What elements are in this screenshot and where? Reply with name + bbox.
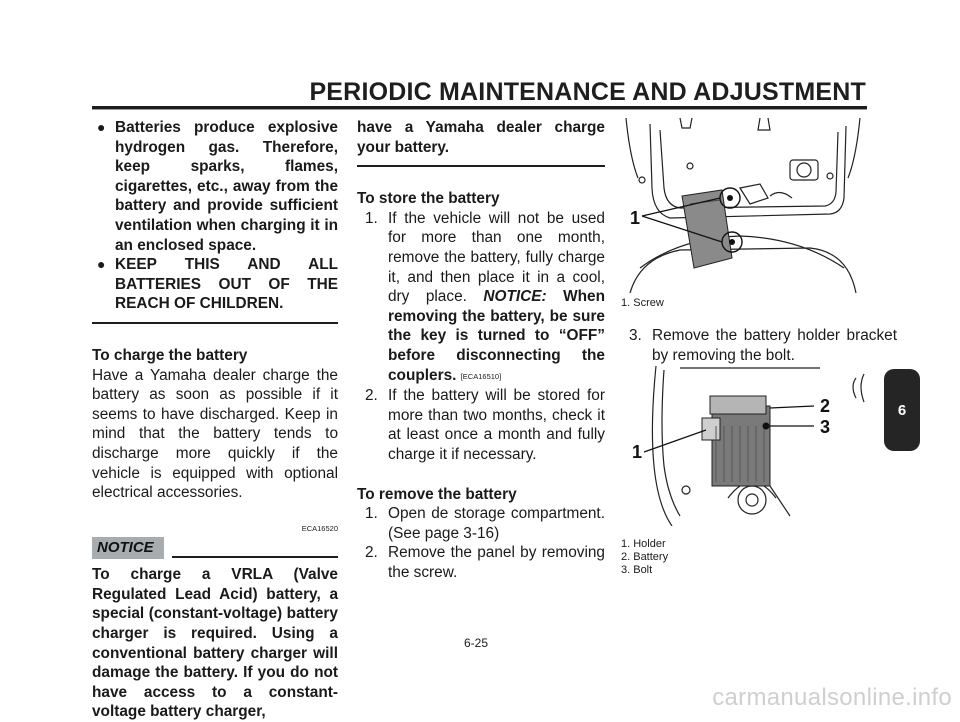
store-step: 1. If the vehicle will not be used for more than one month, remove the battery, fully charge it, and then place it in a cool, dry place. NOTICE: When removing the battery, be sure the key is turned to “OFF” before disconnecting the couplers. [ECA16510] [365, 209, 605, 384]
bullet-icon: ● [97, 256, 106, 273]
figure2-callout-1: 1 [632, 442, 643, 462]
remove-heading: To remove the battery [357, 485, 517, 503]
chapter-tab[interactable]: 6 [884, 369, 920, 451]
figure1-caption: 1. Screw [621, 297, 664, 309]
store-step: 2. If the battery will be stored for more than two months, check it at least once a month and fully charge it if necessary. [365, 387, 605, 463]
figure-screw-illustration [620, 118, 866, 293]
section-divider [92, 322, 338, 324]
figure-holder-illustration [620, 366, 866, 526]
warning-item: ● Batteries produce explosive hydrogen gas. Therefore, keep sparks, flames, cigarettes, etc., away from the battery and provide sufficient ventilation when charging it in an enclosed space. [97, 119, 338, 254]
figure2-callout-2: 2 [820, 396, 831, 416]
notice-rule [172, 556, 338, 558]
column-1 [92, 118, 338, 722]
remove-step: 3. Remove the battery holder bracket by removing the bolt. [629, 327, 897, 364]
notice-badge: NOTICE [92, 537, 164, 559]
notice-text: To charge a VRLA (Valve Regulated Lead Acid) battery, a special (constant-voltage) battery charger is required. Using a conventional battery charger will damage the battery. If you do not have access to a constant-voltage battery charger, [92, 566, 338, 721]
remove-step: 2. Remove the panel by removing the screw. [365, 544, 605, 581]
page-number: 6-25 [464, 636, 489, 650]
bullet-icon: ● [97, 119, 106, 135]
inline-notice-text: When removing the battery, be sure the key is turned to “OFF” before disconnecting the couplers. [388, 288, 605, 384]
section-divider [357, 165, 605, 167]
header-rule [92, 106, 867, 110]
charge-heading: To charge the battery [92, 346, 248, 364]
watermark: carmanualsonline.info [712, 684, 952, 711]
charge-code: ECA16520 [301, 523, 338, 533]
figure2-captions: 1. Holder 2. Battery 3. Bolt [621, 538, 669, 576]
store-heading: To store the battery [357, 190, 500, 208]
page-title: PERIODIC MAINTENANCE AND ADJUSTMENT [309, 78, 866, 106]
notice-header [92, 537, 338, 559]
inline-code: [ECA16510] [460, 371, 502, 381]
figure1-callout: 1 [630, 208, 641, 228]
charge-body: Have a Yamaha dealer charge the battery as soon as possible if it seems to have discharged. Keep in mind that the battery tends to discharge more quickly if the vehicle is equipped with optional electrical accessories. [92, 366, 338, 502]
column-2 [357, 118, 605, 582]
remove-step: 1. Open de storage compartment. (See page 3-16) [365, 505, 605, 542]
inline-notice-label: NOTICE: [483, 288, 547, 306]
figure2-callout-3: 3 [820, 417, 831, 437]
notice-text-continued: have a Yamaha dealer charge your battery. [357, 119, 605, 156]
warning-item: ● KEEP THIS AND ALL BATTERIES OUT OF THE REACH OF CHILDREN. [97, 256, 338, 313]
